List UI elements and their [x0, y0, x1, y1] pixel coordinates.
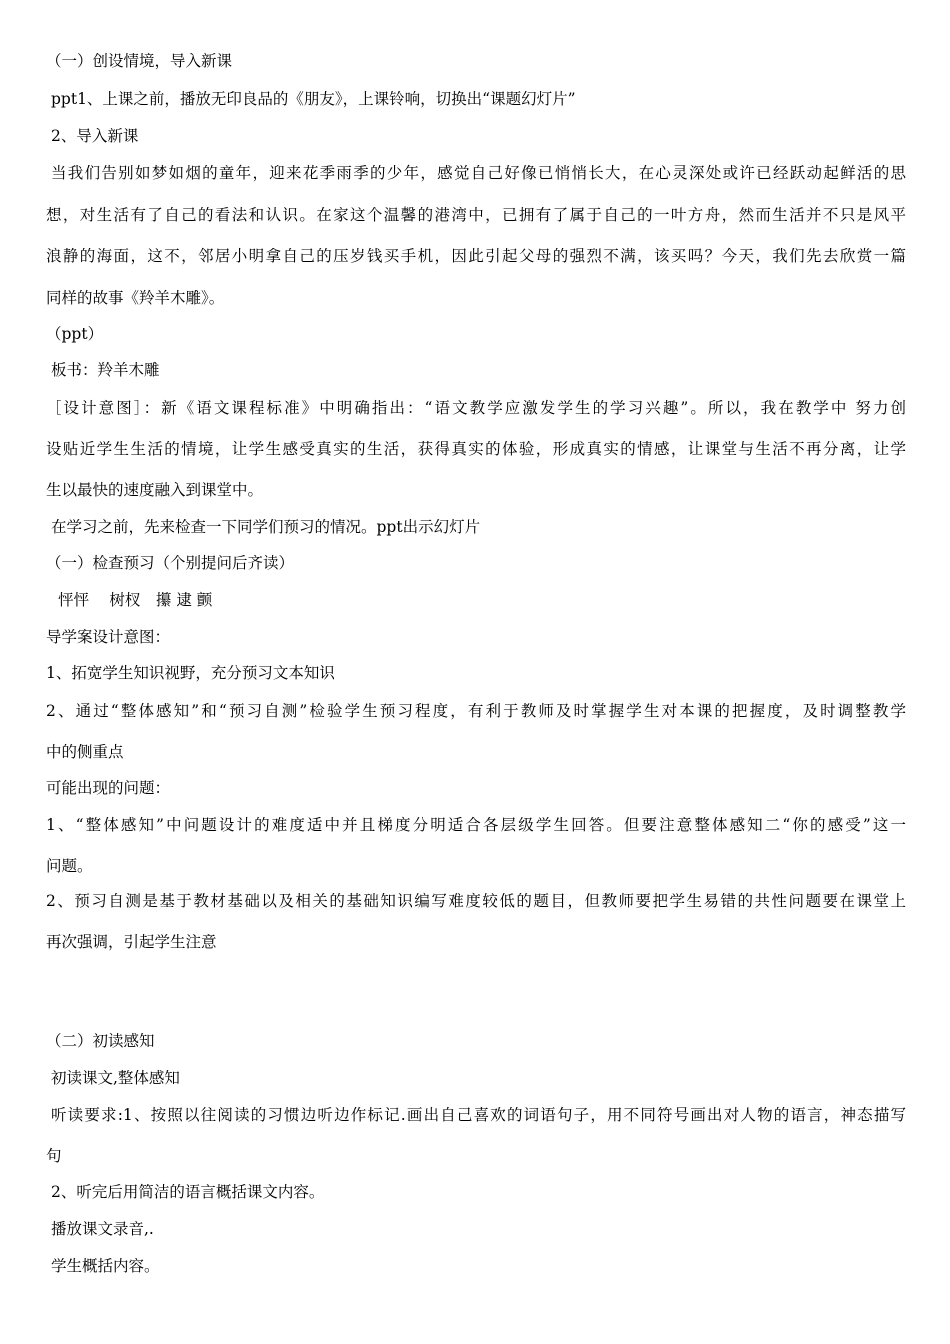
- section1-heading: （一）创设情境，导入新课: [46, 52, 233, 70]
- intro-line: 当我们告别如梦如烟的童年，迎来花季雨季的少年，感觉自己好像已悄悄长大，在心灵深处或许已经跃动起鲜活的思: [51, 164, 906, 182]
- listen-requirement: 听读要求:1、按照以往阅读的习惯边听边作标记.画出自己喜欢的词语句子，用不同符号画出对人物的语言，神态描写: [51, 1106, 906, 1124]
- student-summary: 学生概括内容。: [51, 1257, 160, 1275]
- design-intent-line: 设贴近学生生活的情境，让学生感受真实的生活，获得真实的体验，形成真实的情感，让课堂与生活不再分离，让学: [46, 440, 906, 458]
- intro-line: 浪静的海面，这不，邻居小明拿自己的压岁钱买手机，因此引起父母的强烈不满，该买吗？今天，我们先去欣赏一篇: [46, 247, 906, 265]
- problem-item: 再次强调，引起学生注意: [46, 933, 217, 951]
- board-note: 板书：羚羊木雕: [51, 361, 160, 379]
- guide-item: 2、通过“整体感知”和“预习自测”检验学生预习程度，有利于教师及时掌握学生对本课的把握度，及时调整教学: [46, 702, 906, 720]
- guide-item: 中的侧重点: [46, 743, 124, 761]
- listen-item: 2、听完后用简洁的语言概括课文内容。: [51, 1183, 325, 1201]
- design-intent-line: ［设计意图］：新《语文课程标准》中明确指出：“语文教学应激发学生的学习兴趣”。所以，我在教学中 努力创: [46, 399, 906, 417]
- vocab-words: 怦怦 树杈 攥 逮 颤: [58, 591, 213, 609]
- play-recording: 播放课文录音,.: [51, 1220, 154, 1238]
- step1-text: ppt1、上课之前，播放无印良品的《朋友》，上课铃响，切换出“课题幻灯片”: [51, 90, 576, 108]
- guide-title: 导学案设计意图：: [46, 628, 171, 646]
- problem-item: 问题。: [46, 857, 93, 875]
- intro-line: 想，对生活有了自己的看法和认识。在家这个温馨的港湾中，已拥有了属于自己的一叶方舟，然而生活并不只是风平: [46, 206, 906, 224]
- problem-item: 1、“整体感知”中问题设计的难度适中并且梯度分明适合各层级学生回答。但要注意整体感知二“你的感受”这一: [46, 816, 906, 834]
- problems-title: 可能出现的问题：: [46, 779, 171, 797]
- problem-item: 2、预习自测是基于教材基础以及相关的基础知识编写难度较低的题目，但教师要把学生易错的共性问题要在课堂上: [46, 892, 906, 910]
- intro-line: 同样的故事《羚羊木雕》。: [46, 289, 225, 307]
- design-intent-line: 生以最快的速度融入到课堂中。: [46, 481, 264, 499]
- section2-heading: （二）初读感知: [46, 1032, 155, 1050]
- listen-requirement: 句: [46, 1147, 62, 1165]
- step2-text: 2、导入新课: [51, 127, 139, 145]
- ppt-note: （ppt）: [46, 325, 104, 343]
- preview-check: 在学习之前，先来检查一下同学们预习的情况。ppt出示幻灯片: [51, 518, 481, 536]
- guide-item: 1、拓宽学生知识视野，充分预习文本知识: [46, 664, 335, 682]
- sub-heading: （一）检查预习（个别提问后齐读）: [46, 554, 295, 572]
- first-reading: 初读课文,整体感知: [51, 1069, 180, 1087]
